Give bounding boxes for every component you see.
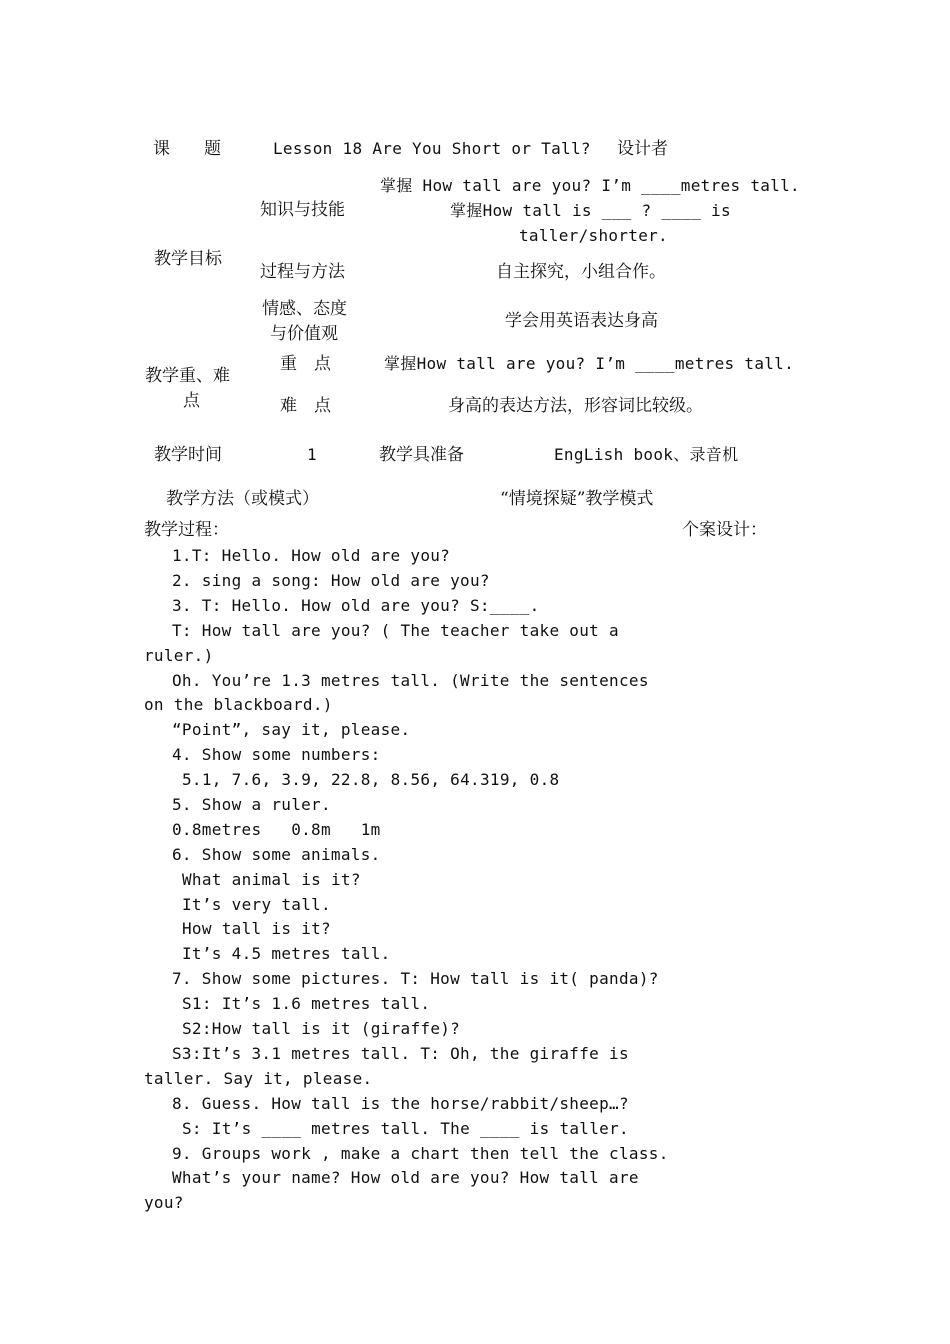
process-line: T: How tall are you? ( The teacher take out a [172,621,619,640]
process-label: 教学过程： [144,520,229,540]
time-value: 1 [307,445,317,464]
knowledge-label: 知识与技能 [260,200,345,220]
process-line: 1.T: Hello. How old are you? [172,546,451,565]
process-line: S1: It’s 1.6 metres tall. [182,994,431,1013]
key-points-label-line-2: 点 [183,391,200,411]
process-line: 3. T: Hello. How old are you? S:____. [172,596,540,615]
process-line: you? [144,1193,184,1212]
focus-value: 掌握How tall are you? I’m ____metres tall. [384,354,795,373]
process-line: 6. Show some animals. [172,845,381,864]
process-line: taller. Say it, please. [144,1069,373,1088]
key-points-label-line-1: 教学重、难 [145,366,230,386]
emotion-label-line-2: 与价值观 [270,324,338,344]
knowledge-line-3: taller/shorter. [519,226,668,245]
process-line: 0.8metres 0.8m 1m [172,820,381,839]
process-line: on the blackboard.) [144,695,333,714]
tools-value: EngLish book、录音机 [554,445,739,464]
process-line: 5. Show a ruler. [172,795,331,814]
method-label: 教学方法（或模式） [166,489,319,509]
process-line: S: It’s ____ metres tall. The ____ is taller. [182,1119,629,1138]
process-method-label: 过程与方法 [260,262,345,282]
topic-value: Lesson 18 Are You Short or Tall? [273,139,591,158]
process-line: It’s very tall. [182,895,331,914]
process-line: 9. Groups work , make a chart then tell the class. [172,1144,669,1163]
process-line: 7. Show some pictures. T: How tall is it( panda)? [172,969,659,988]
emotion-value: 学会用英语表达身高 [505,311,658,331]
process-line: S3:It’s 3.1 metres tall. T: Oh, the giraffe is [172,1044,629,1063]
process-line: S2:How tall is it (giraffe)? [182,1019,461,1038]
method-value: “情境探疑”教学模式 [500,489,654,509]
process-line: What’s your name? How old are you? How tall are [172,1168,639,1187]
process-line: 2. sing a song: How old are you? [172,571,490,590]
topic-label: 课 题 [153,139,221,159]
process-line: 8. Guess. How tall is the horse/rabbit/sheep…? [172,1094,629,1113]
knowledge-line-2: 掌握How tall is ___ ? ____ is [450,201,731,220]
process-line: Oh. You’re 1.3 metres tall. (Write the sentences [172,671,649,690]
process-line: How tall is it? [182,919,331,938]
focus-label: 重 点 [280,354,331,374]
process-line: 5.1, 7.6, 3.9, 22.8, 8.56, 64.319, 0.8 [182,770,560,789]
process-line: What animal is it? [182,870,361,889]
objectives-label: 教学目标 [154,249,222,269]
process-method-value: 自主探究，小组合作。 [496,262,666,282]
knowledge-line-1: 掌握 How tall are you? I’m ____metres tall. [380,176,800,195]
emotion-label-line-1: 情感、态度 [262,299,347,319]
designer-label: 设计者 [617,139,668,159]
time-label: 教学时间 [154,445,222,465]
difficulty-value: 身高的表达方法，形容词比较级。 [448,396,703,416]
tools-label: 教学具准备 [379,445,464,465]
difficulty-label: 难 点 [280,396,331,416]
case-design-label: 个案设计： [682,520,767,540]
process-line: It’s 4.5 metres tall. [182,944,391,963]
process-line: ruler.) [144,646,214,665]
process-line: 4. Show some numbers: [172,745,381,764]
process-line: “Point”, say it, please. [172,720,411,739]
